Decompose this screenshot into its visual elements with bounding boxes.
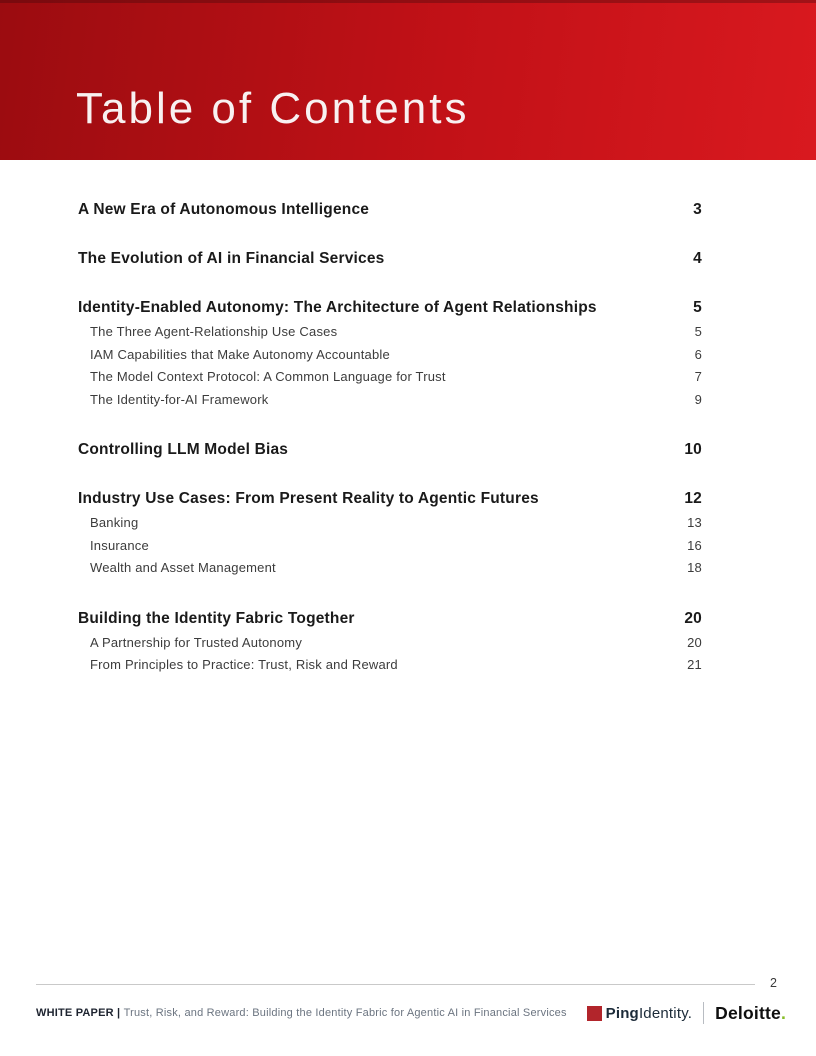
page-number: 2 <box>770 976 777 990</box>
toc-subentry[interactable] <box>78 344 702 367</box>
toc-subentry-page: 18 <box>687 560 702 575</box>
toc-subentry-title: Wealth and Asset Management <box>90 560 276 575</box>
toc-subentry-title: From Principles to Practice: Trust, Risk and Reward <box>90 657 398 672</box>
toc-subentry-title: Banking <box>90 515 139 530</box>
toc-entry-page: 10 <box>684 441 702 458</box>
toc-entry-page: 4 <box>693 250 702 267</box>
toc-subentry-title: IAM Capabilities that Make Autonomy Accountable <box>90 346 390 362</box>
toc-subentry-page: 21 <box>687 657 702 672</box>
toc-subentry[interactable] <box>78 389 702 412</box>
toc-entry-page: 12 <box>684 490 702 507</box>
toc-entry[interactable] <box>78 440 702 460</box>
deloitte-green-dot-icon: . <box>780 1002 786 1023</box>
logo-divider <box>703 1002 704 1024</box>
toc-group <box>78 249 702 269</box>
toc-group <box>78 200 702 220</box>
toc-entry-title: Controlling LLM Model Bias <box>78 441 289 458</box>
toc-subentry[interactable] <box>78 654 702 677</box>
toc-subentry-page: 13 <box>687 515 702 530</box>
toc-subentry-title: The Identity-for-AI Framework <box>90 391 269 407</box>
toc-subentry-page: 7 <box>694 369 702 384</box>
toc-subentry-page: 6 <box>694 346 702 362</box>
footer-label-text: Trust, Risk, and Reward: Building the Identity Fabric for Agentic AI in Financial Services <box>123 1007 567 1019</box>
toc-subentry-title: The Three Agent-Relationship Use Cases <box>90 324 338 339</box>
toc-subentry-page: 9 <box>694 391 702 407</box>
footer-logos <box>587 1002 786 1024</box>
toc-entry[interactable] <box>78 298 702 318</box>
toc-entry-title: Building the Identity Fabric Together <box>78 609 355 627</box>
toc-entry-title: Identity-Enabled Autonomy: The Architecture of Agent Relationships <box>78 299 597 316</box>
page-title: Table of Contents <box>76 84 470 133</box>
toc-subentry[interactable] <box>78 512 702 535</box>
toc-subentry[interactable] <box>78 632 702 655</box>
toc-entry[interactable] <box>78 200 702 220</box>
ping-identity-logo <box>587 1005 693 1022</box>
footer-label-prefix: WHITE PAPER | <box>36 1007 124 1019</box>
toc-subentry-page: 20 <box>687 634 702 650</box>
toc-subentry-title: The Model Context Protocol: A Common Language for Trust <box>90 369 446 384</box>
toc-entry[interactable] <box>78 609 702 629</box>
toc-subentry-title: Insurance <box>90 537 149 553</box>
toc-entry-title: A New Era of Autonomous Intelligence <box>78 201 370 218</box>
footer-document-title <box>36 1007 567 1019</box>
toc-group <box>78 440 702 460</box>
ping-wordmark-light: Identity. <box>638 1004 693 1022</box>
toc-subentry-page: 5 <box>694 324 702 339</box>
ping-wordmark-bold: Ping <box>605 1004 639 1022</box>
toc-subentry-title: A Partnership for Trusted Autonomy <box>90 634 303 650</box>
deloitte-logo <box>715 1003 786 1024</box>
toc-entry[interactable] <box>78 249 702 269</box>
toc-group <box>78 609 702 677</box>
footer-divider <box>36 984 755 985</box>
toc-entry-page: 20 <box>684 609 702 627</box>
toc-entry-page: 5 <box>693 299 702 316</box>
toc-group <box>78 298 702 411</box>
toc-entry[interactable] <box>78 489 702 509</box>
table-of-contents <box>78 160 702 677</box>
ping-identity-wordmark <box>606 1005 693 1022</box>
toc-subentry[interactable] <box>78 557 702 580</box>
toc-subentry-page: 16 <box>687 537 702 553</box>
footer <box>36 1002 786 1024</box>
toc-entry-page: 3 <box>693 201 702 218</box>
header-banner <box>0 0 816 160</box>
deloitte-wordmark: Deloitte <box>715 1002 781 1023</box>
ping-identity-square-icon <box>587 1006 602 1021</box>
toc-subentry[interactable] <box>78 535 702 558</box>
toc-entry-title: The Evolution of AI in Financial Services <box>78 250 385 267</box>
toc-subentry[interactable] <box>78 366 702 389</box>
toc-group <box>78 489 702 580</box>
toc-entry-title: Industry Use Cases: From Present Reality to Agentic Futures <box>78 490 539 507</box>
toc-subentry[interactable] <box>78 321 702 344</box>
